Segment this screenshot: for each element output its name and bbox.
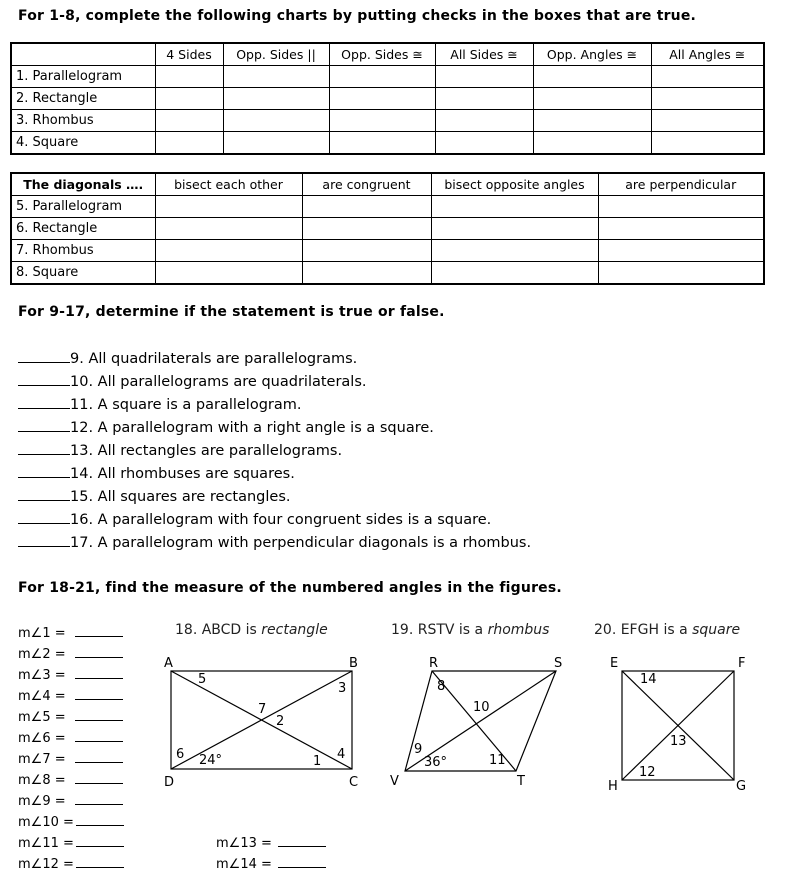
table1-row-label: 1. Parallelogram <box>11 66 155 88</box>
vertex-label-h: H <box>608 779 618 794</box>
angle-number-2: 2 <box>276 714 285 729</box>
angle-label: m∠4 = <box>18 689 66 704</box>
vertex-label-f: F <box>738 656 746 671</box>
angle-label: m∠14 = <box>216 857 272 872</box>
table2-row-label: 5. Parallelogram <box>11 196 155 218</box>
angle-number-14: 14 <box>640 672 657 687</box>
table1-row-label: 2. Rectangle <box>11 88 155 110</box>
angle-label: m∠13 = <box>216 836 272 851</box>
table2-row-label: 8. Square <box>11 262 155 285</box>
vertex-label-s: S <box>554 656 563 671</box>
angle-number-12: 12 <box>639 765 656 780</box>
figure-title-text: 20. EFGH is a <box>594 622 693 638</box>
angle-label: m∠8 = <box>18 773 66 788</box>
vertex-label-e: E <box>610 656 619 671</box>
statement-text: 14. All rhombuses are squares. <box>70 466 295 482</box>
table1-header-all-sides-congruent: All Sides ≅ <box>435 43 533 66</box>
table1-header-4-sides: 4 Sides <box>155 43 223 66</box>
statement-text: 13. All rectangles are parallelograms. <box>70 443 343 459</box>
table2-row-label: 7. Rhombus <box>11 240 155 262</box>
table2-header-bisect-each-other: bisect each other <box>155 173 302 196</box>
figure-title-emphasis: rhombus <box>487 622 550 638</box>
angle-label: m∠11 = <box>18 836 74 851</box>
angle-label: m∠12 = <box>18 857 74 872</box>
angle-number-13: 13 <box>670 734 687 749</box>
angle-number-10: 10 <box>473 700 490 715</box>
angle-number-11: 11 <box>489 753 506 768</box>
given-angle-36: 36° <box>424 755 448 770</box>
angle-number-3: 3 <box>338 681 347 696</box>
angle-number-4: 4 <box>337 747 346 762</box>
vertex-label-t: T <box>517 774 525 789</box>
vertex-label-b: B <box>349 656 358 671</box>
angle-number-5: 5 <box>198 672 207 687</box>
statement-text: 17. A parallelogram with perpendicular diagonals is a rhombus. <box>70 535 532 551</box>
table1-header-opp-sides-congruent: Opp. Sides ≅ <box>329 43 435 66</box>
statement-text: 12. A parallelogram with a right angle is a square. <box>70 420 434 436</box>
statement-text: 9. All quadrilaterals are parallelograms. <box>70 351 358 367</box>
table2-row-label: 6. Rectangle <box>11 218 155 240</box>
instructions-part3: For 18-21, find the measure of the numbered angles in the figures. <box>18 580 562 596</box>
given-angle-24: 24° <box>199 753 223 768</box>
angle-number-6: 6 <box>176 747 185 762</box>
instructions-part1: For 1-8, complete the following charts by putting checks in the boxes that are true. <box>18 8 697 24</box>
vertex-label-d: D <box>164 775 175 790</box>
figure-title-text: 18. ABCD is <box>175 622 262 638</box>
table1-header-opp-angles-congruent: Opp. Angles ≅ <box>533 43 651 66</box>
vertex-label-g: G <box>736 779 747 794</box>
table1-row-label: 3. Rhombus <box>11 110 155 132</box>
statement-text: 11. A square is a parallelogram. <box>70 397 302 413</box>
angle-label: m∠3 = <box>18 668 66 683</box>
table1-row-label: 4. Square <box>11 132 155 155</box>
table2-header-are-perpendicular: are perpendicular <box>598 173 764 196</box>
angle-number-9: 9 <box>414 742 423 757</box>
angle-number-7: 7 <box>258 702 267 717</box>
angle-label: m∠10 = <box>18 815 74 830</box>
angle-number-1: 1 <box>313 754 322 769</box>
vertex-label-c: C <box>349 775 359 790</box>
table2-header-bisect-opposite-angles: bisect opposite angles <box>431 173 598 196</box>
angle-number-8: 8 <box>437 679 446 694</box>
instructions-part2: For 9-17, determine if the statement is true or false. <box>18 304 445 320</box>
angle-label: m∠5 = <box>18 710 66 725</box>
vertex-label-a: A <box>164 656 173 671</box>
table1-header-all-angles-congruent: All Angles ≅ <box>651 43 764 66</box>
angle-label: m∠7 = <box>18 752 66 767</box>
figure-title-emphasis: square <box>692 622 741 638</box>
angle-label: m∠2 = <box>18 647 66 662</box>
table2-header-diagonals: The diagonals …. <box>11 173 155 196</box>
angle-label: m∠1 = <box>18 626 66 641</box>
statement-text: 15. All squares are rectangles. <box>70 489 291 505</box>
figure-title-text: 19. RSTV is a <box>391 622 488 638</box>
statement-text: 16. A parallelogram with four congruent sides is a square. <box>70 512 492 528</box>
figure-title-emphasis: rectangle <box>261 622 328 638</box>
angle-label: m∠9 = <box>18 794 66 809</box>
table1-header-opp-sides-parallel: Opp. Sides || <box>223 43 329 66</box>
vertex-label-v: V <box>390 774 399 789</box>
table2-header-are-congruent: are congruent <box>302 173 431 196</box>
vertex-label-r: R <box>429 656 439 671</box>
statement-text: 10. All parallelograms are quadrilaterals. <box>70 374 367 390</box>
angle-label: m∠6 = <box>18 731 66 746</box>
